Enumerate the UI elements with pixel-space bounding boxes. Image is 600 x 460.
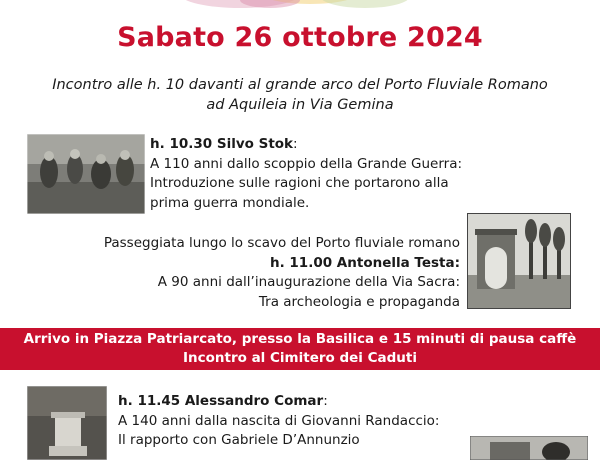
talk1-line-3: prima guerra mondiale. <box>150 194 310 211</box>
event-date-title: Sabato 26 ottobre 2024 <box>117 22 483 53</box>
talk-alessandro-comar <box>118 392 498 451</box>
intro-line-2: ad Aquileia in Via Gemina <box>206 97 394 113</box>
talk3-colon: : <box>323 393 328 409</box>
banner-line-2: Incontro al Cimitero dei Caduti <box>182 350 418 366</box>
talk3-time-speaker: h. 11.45 Alessandro Comar <box>118 393 324 409</box>
via-sacra-arch-photo <box>467 213 571 309</box>
talk2-line-1: A 90 anni dall’inaugurazione della Via Sacra: <box>157 274 460 290</box>
intro-line-1: Incontro alle h. 10 davanti al grande arco del Porto Fluviale Romano <box>52 77 548 93</box>
talk1-line-1: A 110 anni dallo scoppio della Grande Guerra: <box>150 155 463 172</box>
monument-photo <box>27 386 107 460</box>
soldiers-trench-photo <box>27 134 145 214</box>
talk1-colon: : <box>293 136 298 152</box>
watercolor-splash <box>150 0 450 10</box>
info-banner <box>0 328 600 370</box>
talk1-time-speaker: h. 10.30 Silvo Stok <box>150 136 294 152</box>
talk2-line-2: Tra archeologia e propaganda <box>258 293 460 310</box>
talk-antonella-testa <box>20 234 460 312</box>
talk1-line-2: Introduzione sulle ragioni che portarono alla <box>150 175 449 191</box>
walk-announcement: Passeggiata lungo lo scavo del Porto fluviale romano <box>103 235 460 251</box>
talk3-line-1: A 140 anni dalla nascita di Giovanni Randaccio: <box>118 412 440 429</box>
meeting-intro <box>10 75 590 115</box>
portrait-photo <box>470 436 588 460</box>
banner-line-1: Arrivo in Piazza Patriarcato, presso la Basilica e 15 minuti di pausa caffè <box>23 331 577 347</box>
talk2-time-speaker: h. 11.00 Antonella Testa: <box>269 254 460 271</box>
talk3-line-2: Il rapporto con Gabriele D’Annunzio <box>118 432 360 448</box>
talk-silvo-stok <box>150 135 495 213</box>
